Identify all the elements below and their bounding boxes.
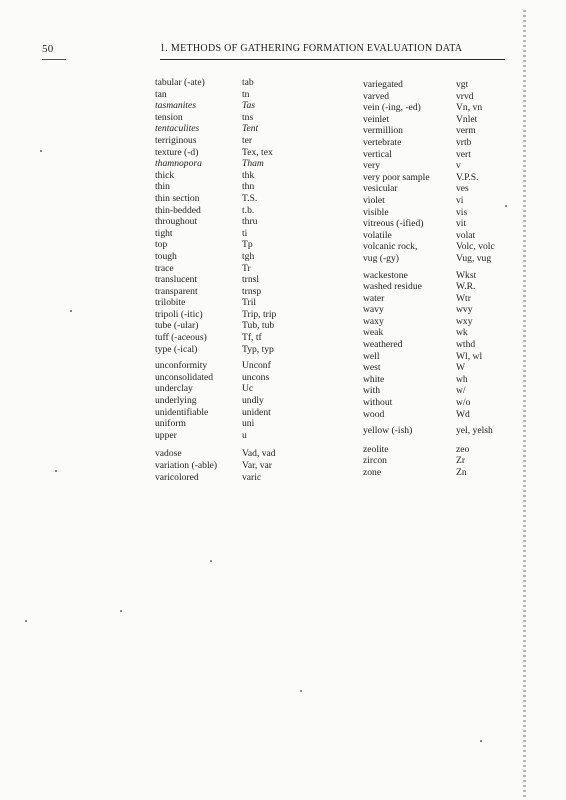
page-number: 50	[42, 43, 54, 55]
term: wavy	[363, 304, 384, 316]
term: type (-ical)	[155, 343, 198, 355]
abbreviation: wvy	[456, 304, 473, 316]
abbreviation: ves	[456, 183, 469, 195]
abbreviation: W	[456, 362, 466, 374]
abbreviation: Uc	[242, 383, 254, 395]
abbreviation: Vug, vug	[456, 252, 492, 264]
term: top	[155, 239, 168, 251]
abbreviation: vrvd	[456, 90, 474, 102]
scan-speck	[70, 310, 72, 312]
term: yellow (-ish)	[363, 425, 413, 437]
scan-speck	[210, 560, 212, 562]
abbreviation: Vad, vad	[242, 448, 276, 460]
abbreviation: volat	[456, 229, 476, 241]
term: volcanic rock,	[363, 241, 418, 253]
abbreviation: Tp	[242, 239, 253, 251]
abbreviation: uni	[242, 418, 255, 430]
term: tight	[155, 227, 173, 239]
abbreviation: thru	[242, 216, 258, 228]
term: trilobite	[155, 297, 186, 309]
abbreviation: thn	[242, 181, 255, 193]
scan-speck	[480, 740, 482, 742]
term: well	[363, 350, 380, 362]
scan-speck	[505, 205, 507, 207]
term: with	[363, 385, 381, 397]
term: varicolored	[155, 471, 199, 483]
term: water	[363, 292, 385, 304]
term: variegated	[363, 79, 403, 90]
abbreviation: ter	[242, 134, 253, 146]
abbreviation: ti	[242, 227, 248, 239]
abbreviation: tn	[242, 88, 250, 100]
abbreviation: w/o	[456, 397, 471, 409]
abbreviation: wthd	[456, 339, 476, 351]
term: washed residue	[363, 281, 422, 293]
term: vertical	[363, 148, 392, 160]
term: wood	[363, 408, 385, 420]
term: without	[363, 397, 393, 409]
term: vesicular	[363, 183, 398, 195]
abbreviation: vert	[456, 148, 471, 160]
term: thin-bedded	[155, 204, 201, 216]
term: trace	[155, 262, 174, 274]
abbreviation: Tent	[242, 123, 259, 135]
abbreviation: vis	[456, 206, 468, 218]
term: thin	[155, 181, 170, 193]
term: zone	[363, 467, 382, 478]
abbreviation: Tex, tex	[242, 146, 273, 158]
term: vitreous (-ified)	[363, 218, 424, 230]
abbreviation: zeo	[456, 443, 470, 455]
term: weathered	[363, 339, 403, 351]
abbreviation: Tril	[242, 297, 257, 309]
abbreviation: tab	[242, 77, 254, 88]
abbreviation: Wd	[456, 408, 470, 420]
term: transparent	[155, 285, 198, 297]
scan-speck	[300, 690, 302, 692]
term: visible	[363, 206, 389, 218]
abbreviation: undly	[242, 395, 264, 407]
term: tripoli (-itic)	[155, 308, 203, 320]
abbreviation: Unconf	[242, 360, 271, 372]
abbreviation: Tham	[242, 158, 264, 170]
abbreviation: T.S.	[242, 192, 258, 204]
abbreviation: verm	[456, 125, 476, 137]
term: unidentifiable	[155, 406, 209, 418]
abbreviation: W.R.	[456, 281, 476, 293]
term: vein (-ing, -ed)	[363, 102, 421, 114]
abbreviation: Wl, wl	[456, 350, 483, 362]
abbreviation: Vnlet	[456, 113, 478, 125]
abbreviation: tns	[242, 111, 254, 123]
term: unconsolidated	[155, 371, 214, 383]
abbreviation: vi	[456, 194, 464, 206]
scan-speck	[40, 150, 42, 152]
term: thick	[155, 169, 175, 181]
term: thin section	[155, 192, 200, 204]
term: zeolite	[363, 443, 389, 455]
abbreviation: uncons	[242, 371, 270, 383]
term: white	[363, 373, 385, 385]
abbreviation: Tr	[242, 262, 251, 274]
term: west	[363, 362, 381, 374]
term: tough	[155, 250, 177, 262]
term: tension	[155, 111, 183, 123]
term: very	[363, 160, 381, 172]
term: tentaculites	[155, 123, 200, 135]
abbreviation: t.b.	[242, 204, 255, 216]
term: uniform	[155, 418, 186, 430]
term: vadose	[155, 448, 182, 460]
term: tuff (-aceous)	[155, 332, 207, 344]
term: tan	[155, 88, 167, 100]
term: unconformity	[155, 360, 208, 372]
abbreviation: Wtr	[456, 292, 471, 304]
abbreviation: u	[242, 429, 247, 441]
term: thamnopora	[155, 158, 202, 170]
abbreviation: vrtb	[456, 136, 472, 148]
abbreviation: Tub, tub	[242, 320, 275, 332]
abbreviation: Volc, volc	[456, 241, 495, 253]
term: wackestone	[363, 269, 408, 281]
scan-edge-shadow	[523, 10, 526, 800]
header-rule	[160, 59, 505, 60]
abbreviation: w/	[456, 385, 466, 397]
abbreviation: Zn	[456, 467, 467, 478]
term: weak	[363, 327, 384, 339]
term: very poor sample	[363, 171, 430, 183]
term: throughout	[155, 216, 198, 228]
term: vug (-gy)	[363, 252, 399, 264]
abbreviation: Tas	[242, 100, 255, 112]
term: underclay	[155, 383, 193, 395]
abbreviation: unident	[242, 406, 271, 418]
term: tabular (-ate)	[155, 77, 205, 88]
abbreviation: Var, var	[242, 460, 272, 471]
term: terriginous	[155, 134, 197, 146]
term: vermillion	[363, 125, 403, 137]
abbreviation: Trip, trip	[242, 308, 277, 320]
abbreviation: vit	[456, 218, 467, 230]
term: waxy	[363, 315, 384, 327]
abbreviation: wk	[456, 327, 468, 339]
term: volatile	[363, 229, 392, 241]
abbreviation: Wkst	[456, 269, 477, 281]
term: underlying	[155, 395, 197, 407]
scan-speck	[55, 470, 57, 472]
term: upper	[155, 429, 177, 441]
term: tube (-ular)	[155, 320, 199, 332]
abbreviation: wxy	[456, 315, 473, 327]
abbreviation: v	[456, 160, 461, 172]
term: varved	[363, 90, 390, 102]
term: translucent	[155, 274, 198, 286]
abbreviation: varic	[242, 471, 262, 483]
term: zircon	[363, 455, 387, 467]
abbreviation: Zr	[456, 455, 466, 467]
scan-speck	[120, 610, 122, 612]
abbreviation: tgh	[242, 250, 255, 262]
term: veinlet	[363, 113, 390, 125]
term: tasmanites	[155, 100, 197, 112]
header-rule-short	[42, 59, 66, 60]
term: violet	[363, 194, 385, 206]
abbreviation: yel, yelsh	[456, 425, 493, 437]
abbreviation: Typ, typ	[242, 343, 274, 355]
abbreviation: V.P.S.	[456, 171, 479, 183]
abbreviation: trnsp	[242, 285, 262, 297]
abbreviation: wh	[456, 373, 468, 385]
abbreviation: vgt	[456, 79, 469, 90]
abbreviation: thk	[242, 169, 255, 181]
scan-speck	[25, 620, 27, 622]
abbreviation: Vn, vn	[456, 102, 483, 114]
abbreviation: Tf, tf	[242, 332, 262, 344]
term: vertebrate	[363, 136, 402, 148]
abbreviation: trnsl	[242, 274, 260, 286]
running-head: 1. METHODS OF GATHERING FORMATION EVALUATION DATA	[160, 43, 463, 54]
term: variation (-able)	[155, 460, 218, 471]
term: texture (-d)	[155, 146, 199, 158]
